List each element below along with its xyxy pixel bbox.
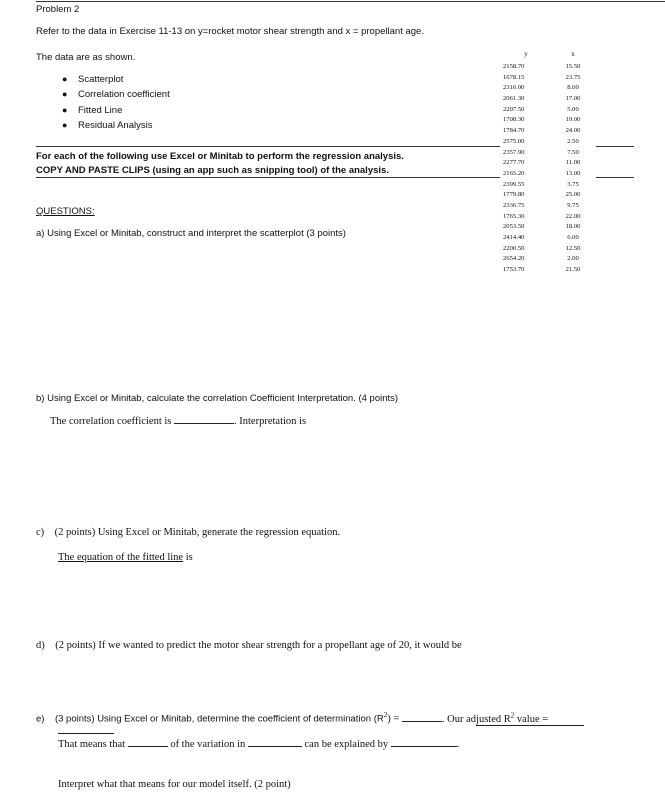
question-e-interpret: Interpret what that means for our model itself. (2 point)	[58, 779, 291, 790]
table-cell-x: 25.00	[565, 191, 581, 199]
table-cell-x: 17.00	[565, 95, 581, 103]
table-cell-x: 8.00	[567, 84, 579, 92]
question-e-prefix: e)	[36, 713, 45, 725]
table-cell-y: 2316.00	[503, 84, 525, 92]
bullet-icon: ●	[62, 74, 68, 84]
list-item: ● Correlation coefficient	[62, 89, 170, 101]
bullet-list	[62, 74, 170, 135]
table-cell-x: 13.00	[565, 169, 581, 177]
data-column-y	[503, 50, 549, 276]
bullet-icon: ●	[62, 119, 68, 130]
question-a: a) Using Excel or Minitab, construct and interpret the scatterplot (3 points)	[36, 228, 346, 239]
questions-heading: QUESTIONS:	[36, 206, 95, 217]
question-b-title: b) Using Excel or Minitab, calculate the correlation Coefficient Interpretation. (4 points)	[36, 393, 399, 404]
adjusted-label: . Our adjusted $R^2$ value =	[441, 711, 549, 725]
problem-title: Problem 2	[36, 4, 80, 15]
adjusted-value-blank[interactable]	[58, 733, 114, 734]
question-d-title	[36, 640, 462, 651]
table-cell-y: 1678.15	[503, 73, 525, 81]
instructions-line-2: COPY AND PASTE CLIPS (using an app such as snipping tool) of the analysis.	[36, 165, 389, 176]
means-label-1: That means that	[58, 739, 126, 750]
table-cell-y: 2061.30	[503, 95, 525, 103]
table-cell-y: 2336.75	[503, 201, 525, 209]
table-cell-y: 1784.70	[503, 127, 525, 135]
means-blank-2[interactable]	[248, 737, 302, 747]
table-cell-y: 1779.80	[503, 191, 525, 199]
table-cell-y: 1753.70	[503, 266, 525, 274]
table-cell-x: 11.00	[565, 159, 581, 167]
table-cell-x: 19.00	[565, 116, 581, 124]
table-cell-y: 2165.20	[503, 169, 525, 177]
interpretation-label: . Interpretation is	[234, 416, 307, 427]
list-item: ● Scatterplot	[62, 74, 124, 85]
question-e-text-end: ) =	[387, 713, 400, 725]
list-item: ● Residual Analysis	[62, 119, 153, 131]
correlation-label: The correlation coefficient is	[50, 416, 172, 427]
table-cell-y: 2053.50	[503, 223, 525, 231]
table-cell-y: 1765.30	[503, 212, 525, 220]
adjusted-underline	[476, 725, 584, 726]
means-label-4: .	[456, 739, 460, 750]
table-cell-y: 2357.90	[503, 148, 525, 156]
list-item: ● Fitted Line	[62, 104, 123, 116]
table-cell-x: 5.00	[567, 105, 579, 113]
table-cell-x: 18.00	[565, 223, 581, 231]
means-blank-3[interactable]	[391, 737, 457, 747]
data-column-x	[556, 50, 590, 276]
question-c-line	[58, 552, 193, 563]
instructions-top-rule-right	[596, 146, 634, 147]
table-cell-x: 6.00	[567, 234, 579, 241]
means-blank-1[interactable]	[128, 737, 168, 747]
table-cell-y: 2399.55	[503, 180, 525, 188]
table-cell-y: 2207.50	[503, 105, 525, 113]
question-e-means-line	[58, 737, 459, 750]
table-cell-x: 12.50	[565, 244, 581, 252]
column-header-x: x	[571, 50, 575, 58]
table-cell-y: 2158.70	[503, 63, 525, 70]
question-d-text: (2 points) If we wanted to predict the motor shear strength for a propellant age of 20, it would be	[55, 640, 462, 651]
table-cell-x: 15.50	[565, 63, 581, 70]
table-cell-x: 21.50	[565, 266, 581, 274]
question-c-text: (2 points) Using Excel or Minitab, generate the regression equation.	[54, 527, 341, 538]
table-cell-y: 2277.70	[503, 159, 525, 167]
table-cell-x: 24.00	[565, 127, 581, 135]
instructions-line-1: For each of the following use Excel or Minitab to perform the regression analysis.	[36, 151, 404, 162]
table-cell-y: 2654.20	[503, 255, 525, 263]
table-cell-y: 2575.00	[503, 137, 525, 145]
means-label-2: of the variation in	[170, 739, 246, 750]
table-cell-y: 1708.30	[503, 116, 525, 124]
intro-line-1: Refer to the data in Exercise 11-13 on y=rocket motor shear strength and x = propellant age.	[36, 26, 424, 37]
column-header-y: y	[524, 50, 528, 58]
question-e-title	[36, 711, 548, 725]
question-e-text: (3 points) Using Excel or Minitab, determine the coefficient of determination (R	[54, 713, 384, 725]
table-cell-y: 2414.40	[503, 234, 525, 241]
table-cell-x: 3.75	[567, 180, 579, 188]
fitted-line-label: The equation of the fitted line	[58, 552, 184, 563]
r-squared-sup: 2	[383, 711, 388, 719]
table-cell-x: 2.00	[567, 255, 579, 263]
correlation-blank[interactable]	[174, 414, 234, 424]
question-b-line	[50, 414, 306, 427]
bullet-icon: ●	[62, 89, 68, 100]
question-c-title	[36, 527, 340, 538]
question-d-prefix: d)	[36, 640, 45, 651]
table-cell-y: 2200.50	[503, 244, 525, 252]
question-c-prefix: c)	[36, 527, 45, 538]
bullet-icon: ●	[62, 104, 68, 115]
instructions-bottom-rule	[36, 177, 500, 178]
instructions-top-rule	[36, 146, 500, 147]
fitted-line-suffix: is	[183, 552, 193, 563]
table-cell-x: 23.75	[565, 73, 581, 81]
instructions-bottom-rule-right	[596, 177, 634, 178]
table-cell-x: 7.50	[567, 148, 579, 156]
intro-line-2: The data are as shown.	[36, 52, 136, 63]
table-cell-x: 2.50	[567, 137, 579, 145]
r-squared-blank[interactable]	[402, 712, 442, 722]
table-cell-x: 22.00	[565, 212, 581, 220]
table-cell-x: 9.75	[567, 201, 579, 209]
top-rule	[36, 1, 665, 2]
means-label-3: can be explained by	[304, 739, 389, 750]
